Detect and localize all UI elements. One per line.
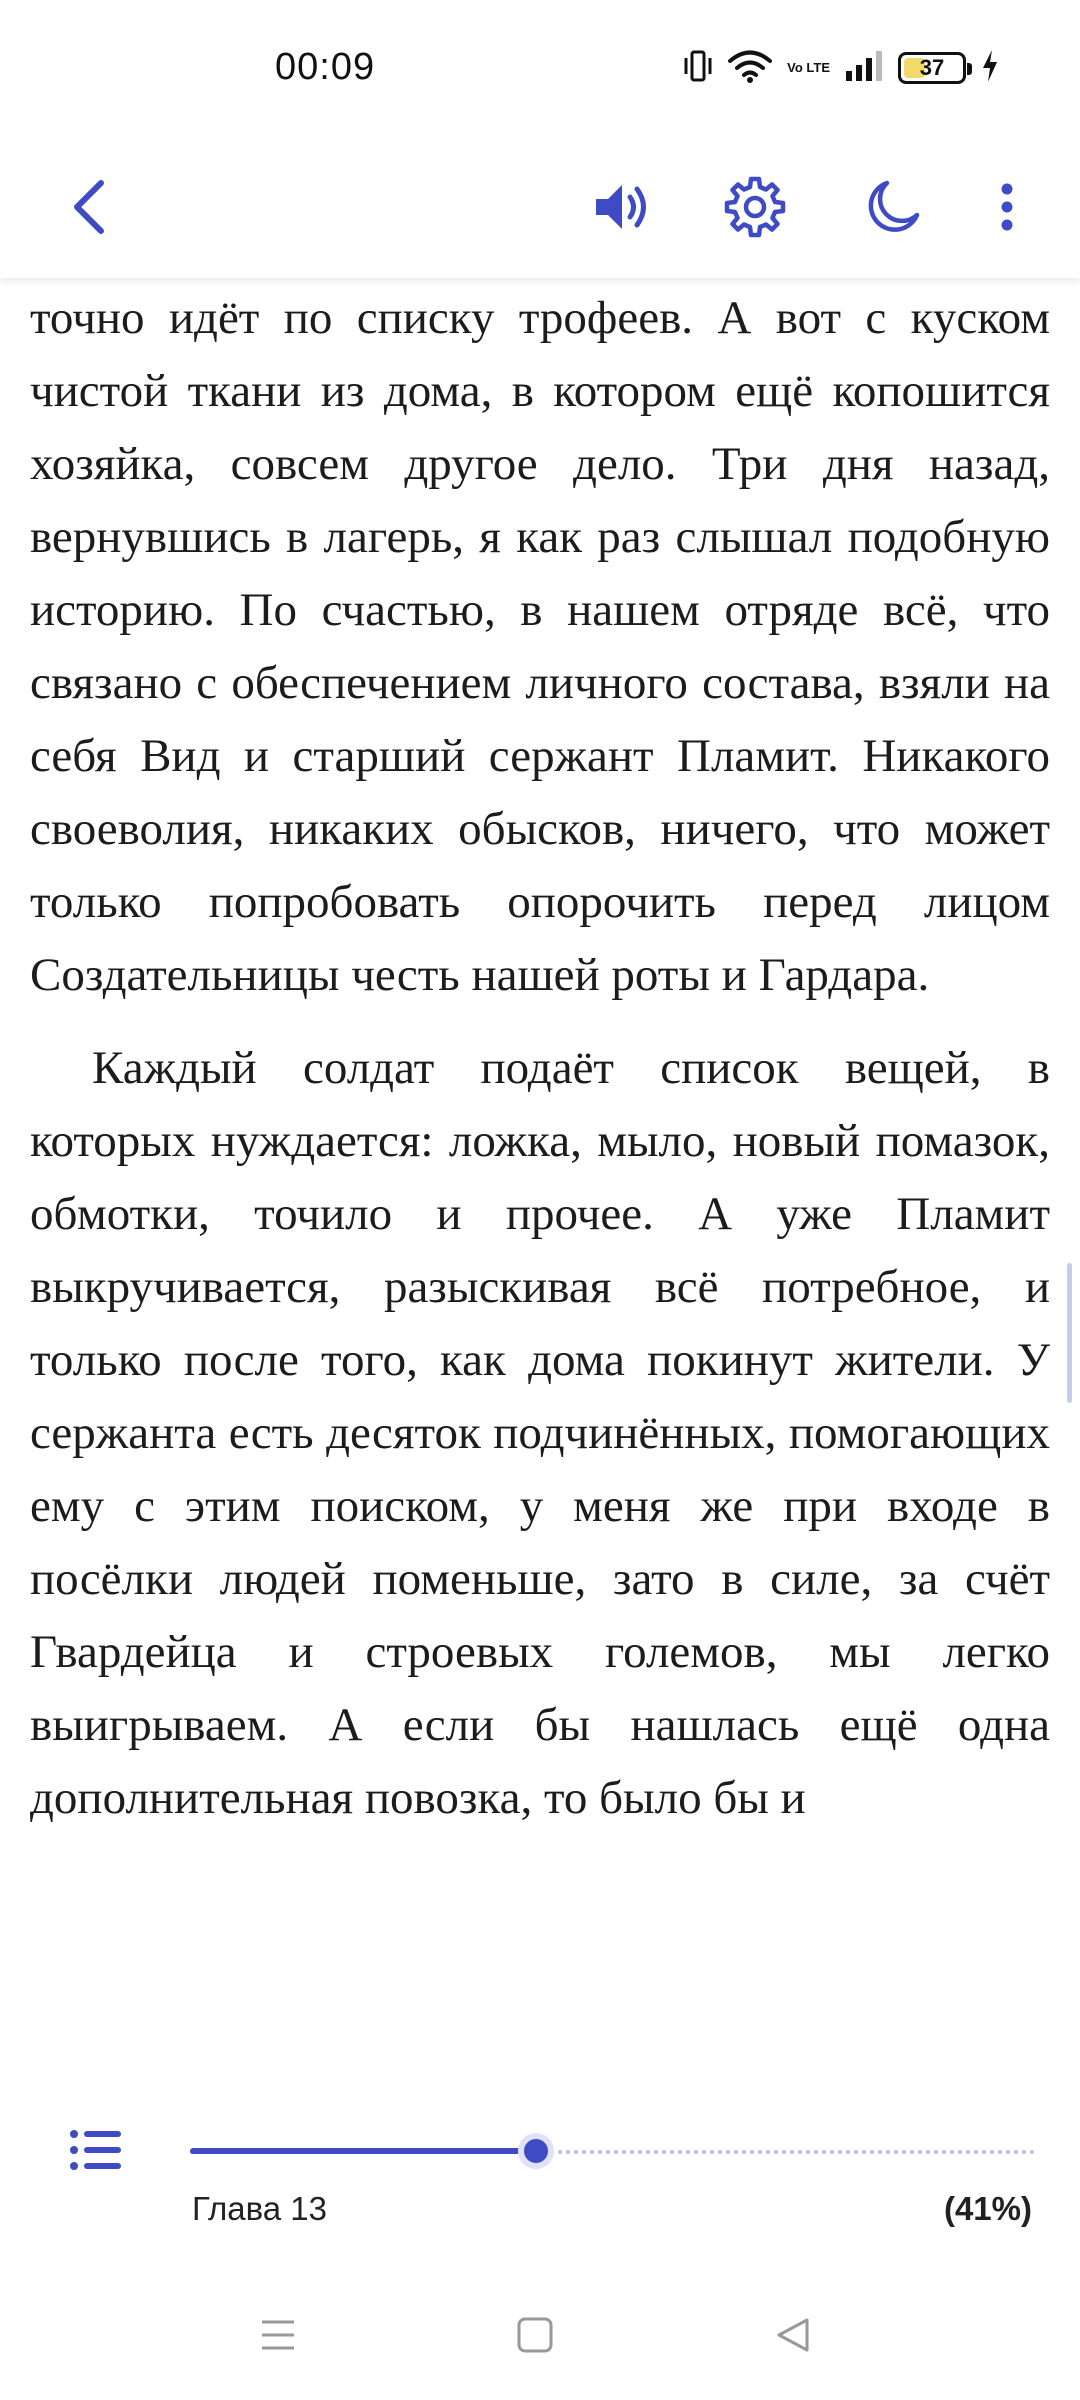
vibrate-icon [683,48,713,89]
scroll-indicator[interactable] [1067,1263,1072,1403]
home-icon [515,2315,555,2355]
settings-button[interactable] [710,162,800,252]
more-vertical-icon [997,177,1017,237]
status-icons [683,46,1000,90]
more-options-button[interactable] [962,162,1052,252]
volte-icon: Vo LTE [787,60,830,75]
status-bar [0,0,1080,140]
system-navigation-bar [0,2270,1080,2400]
battery-icon [898,52,966,84]
chapter-label: Глава 13 [192,2190,328,2227]
progress-percent: (41%) [943,2190,1032,2227]
battery-tip [967,63,972,75]
book-paragraph: Каждый солдат подаёт список вещей, в которых нуждается: ложка, мыло, новый помазок, обмотки, точило и прочее. А уже Пламит выкручивается, разыскивая всё потребное, и только после того, как дома покинут жители. У сержанта есть десяток подчинённых, помогающих ему с этим поиском, у меня же при входе в посёлки людей поменьше, зато в силе, за счёт Гвардейца и строевых големов, мы легко выигрываем. А если бы нашлась ещё одна дополнительная повозка, то было бы и [30,1042,1050,1824]
back-button[interactable] [45,162,135,252]
night-mode-button[interactable] [848,162,938,252]
progress-fill [190,2148,536,2154]
book-paragraph: точно идёт по списку трофеев. А вот с куском чистой ткани из дома, в котором ещё копошится хозяйка, совсем другое дело. Три дня назад, вернувшись в лагерь, я как раз слышал подобную историю. По счастью, в нашем отряде всё, что связано с обеспечением личного состава, взяли на себя Вид и старший сержант Пламит. Никакого своеволия, никаких обысков, ничего, что может только попробовать опорочить перед лицом Создательницы честь нашей роты и Гардара. [30,292,1050,1001]
recent-apps-button[interactable] [233,2290,323,2380]
moon-icon [863,177,923,237]
signal-icon [844,49,884,88]
speaker-icon [590,177,656,237]
menu-icon [258,2317,298,2353]
charging-icon [980,48,1000,89]
chevron-left-icon [65,177,115,237]
home-button[interactable] [490,2290,580,2380]
battery-level-text: 37 [919,55,945,80]
reader-toolbar [0,140,1080,278]
system-back-button[interactable] [748,2290,838,2380]
progress-thumb[interactable] [518,2133,554,2169]
back-triangle-icon [773,2315,813,2355]
gear-icon [723,175,787,239]
list-icon [69,2128,123,2172]
reader-content[interactable] [0,278,1080,2058]
status-time: 00:09 [275,46,376,88]
book-text [30,282,1050,1835]
table-of-contents-button[interactable] [56,2110,136,2190]
text-to-speech-button[interactable] [578,162,668,252]
wifi-icon [727,48,773,89]
